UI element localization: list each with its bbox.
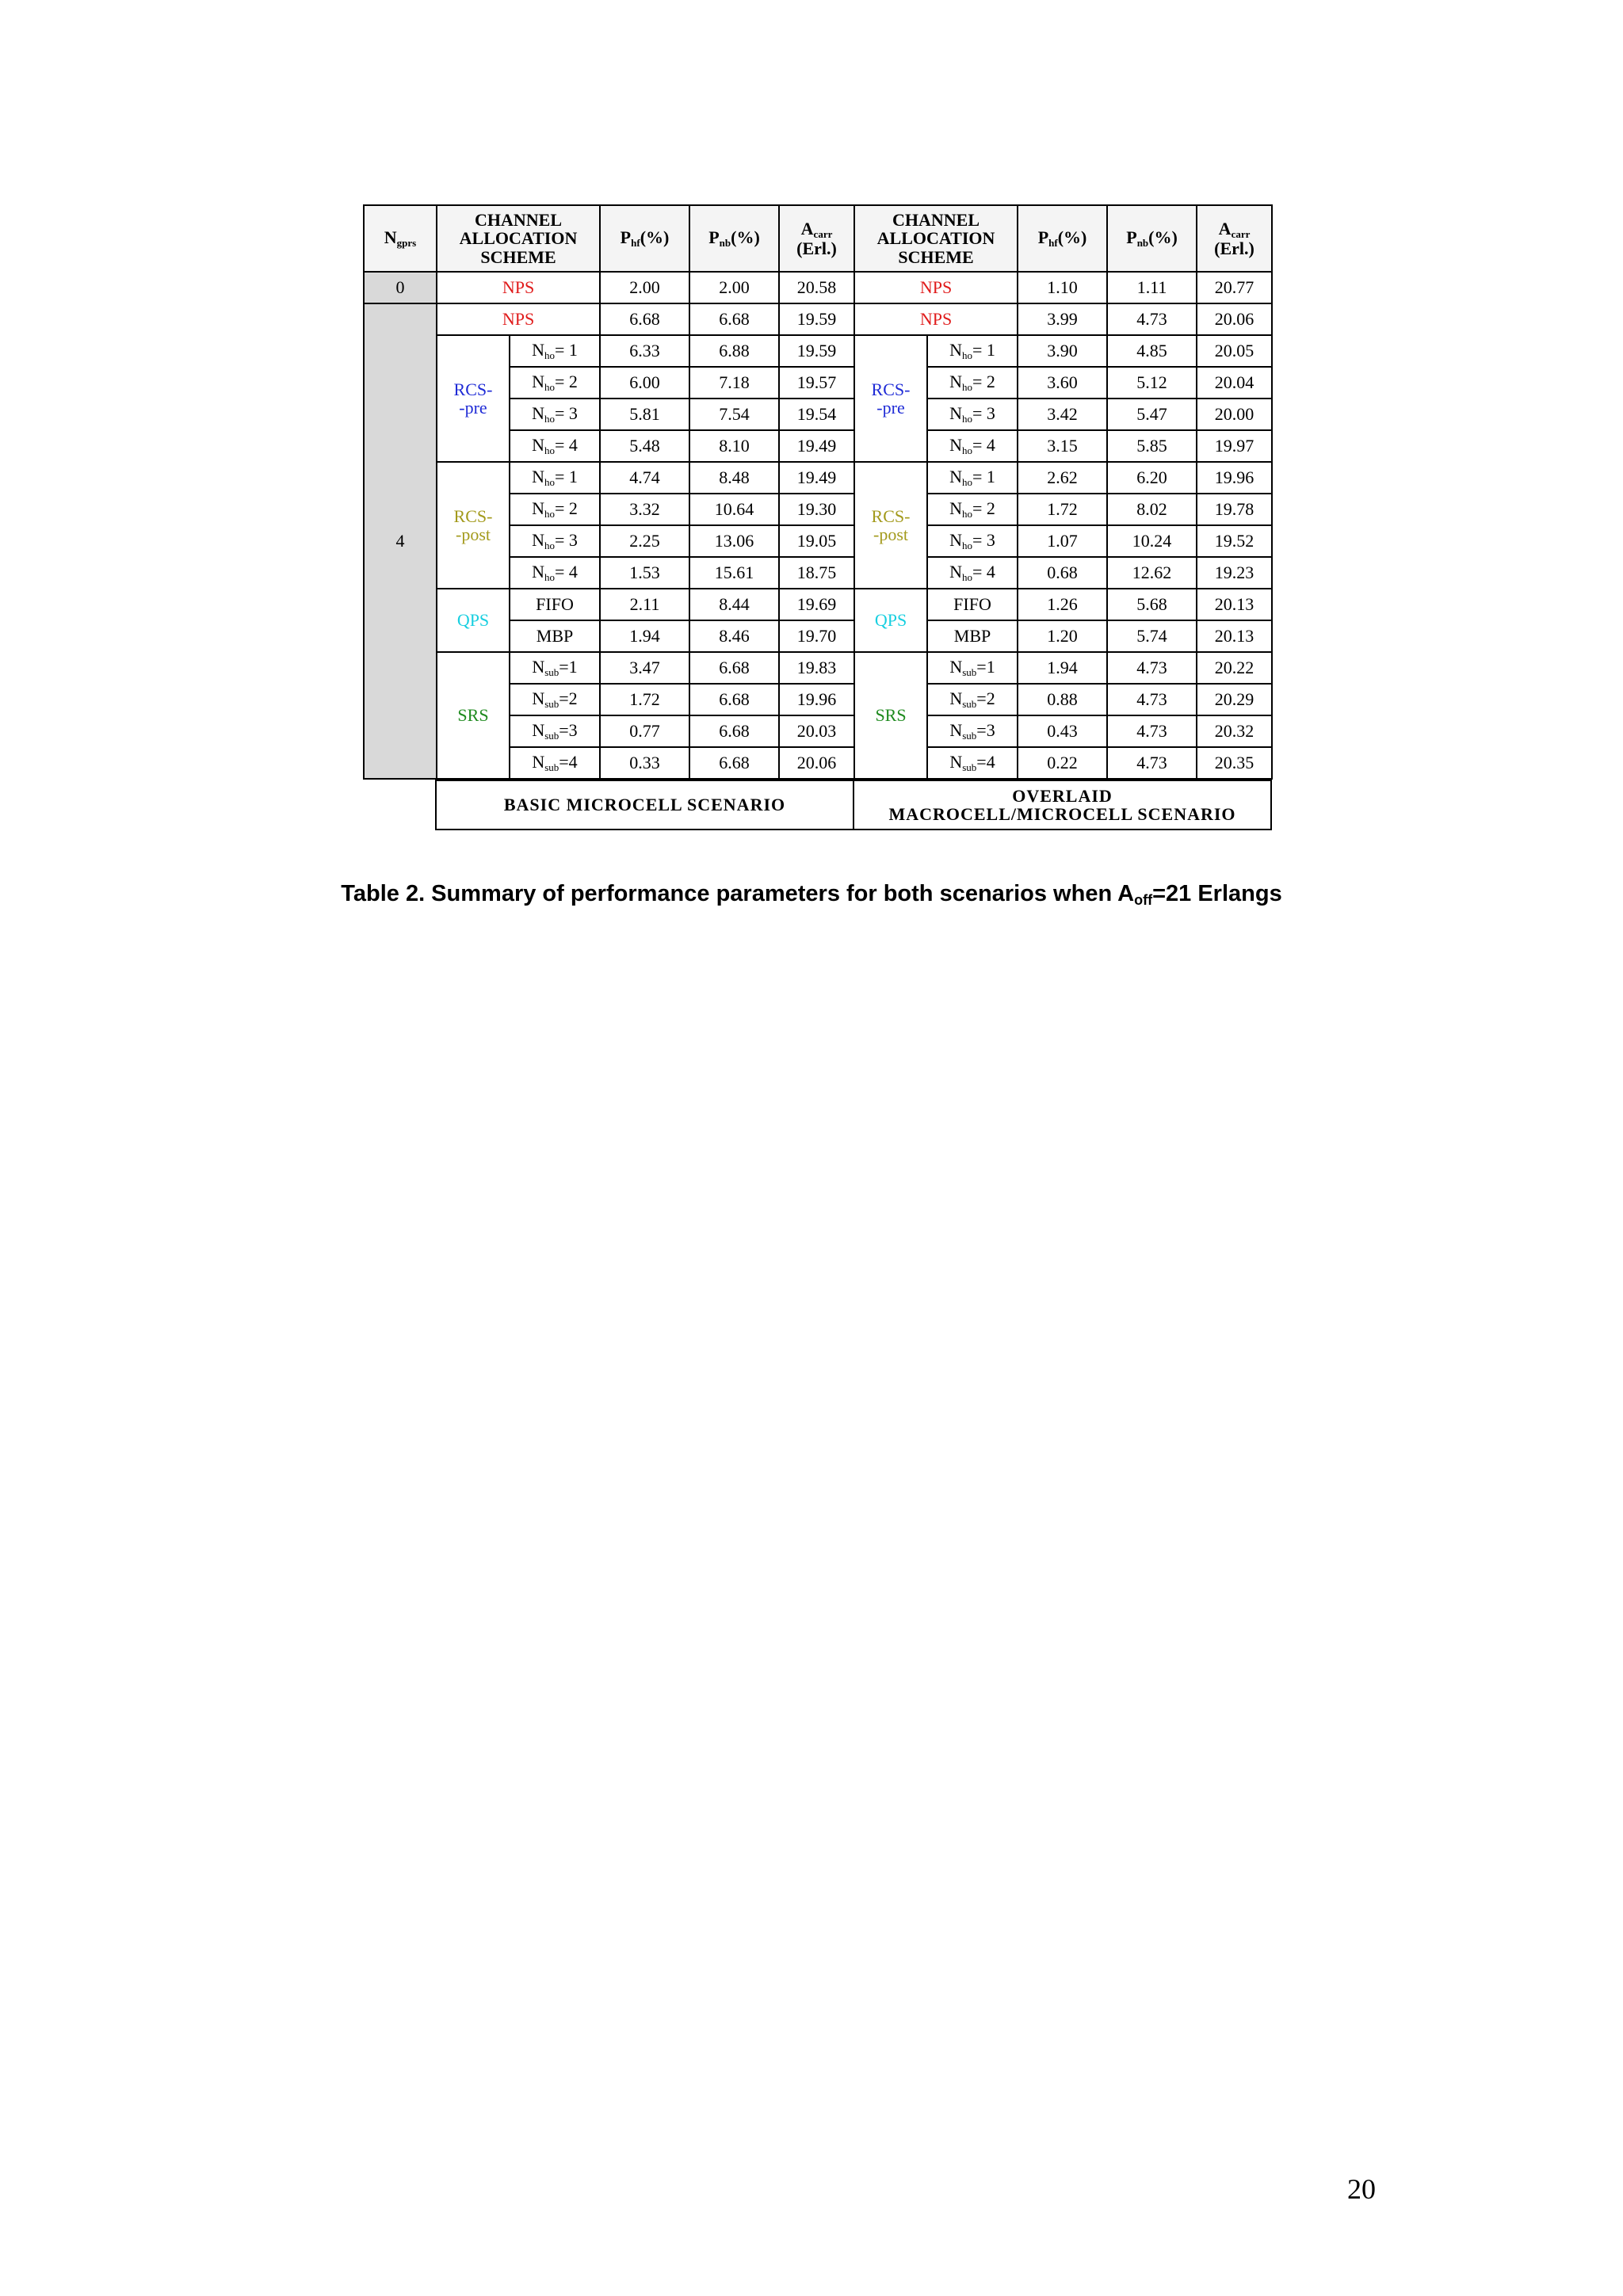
value-cell: 10.64 [689, 494, 779, 525]
value-cell: 1.94 [1018, 652, 1107, 684]
sub-parameter-cell: $N_{ho}= 4$ [927, 557, 1018, 589]
value-cell: 5.12 [1107, 367, 1197, 399]
value-cell: 13.06 [689, 525, 779, 557]
sub-parameter-cell: $N_{ho}= 3$ [927, 399, 1018, 430]
scheme-nps-right: NPS [854, 272, 1018, 303]
value-cell: 0.33 [600, 747, 689, 779]
sub-parameter-cell: FIFO [927, 589, 1018, 620]
header-scheme-left: CHANNEL ALLOCATION SCHEME [437, 205, 600, 272]
value-cell: 4.73 [1107, 684, 1197, 715]
scheme-qps-left: QPS [437, 589, 510, 652]
sub-parameter-cell: MBP [510, 620, 600, 652]
header-acarr-right: $A_{carr}$ (Erl.) [1197, 205, 1272, 272]
header-phf-left: $P_{hf}(\%)$ [600, 205, 689, 272]
value-cell: 8.02 [1107, 494, 1197, 525]
header-phf-right: $P_{hf}(\%)$ [1018, 205, 1107, 272]
value-cell: 1.26 [1018, 589, 1107, 620]
value-cell: 19.78 [1197, 494, 1272, 525]
value-cell: 5.47 [1107, 399, 1197, 430]
value-cell: 8.48 [689, 462, 779, 494]
sub-parameter-cell: $N_{ho}= 4$ [510, 430, 600, 462]
value-cell: 19.59 [779, 303, 854, 335]
value-cell: 12.62 [1107, 557, 1197, 589]
value-cell: 4.73 [1107, 652, 1197, 684]
sub-parameter-cell: $N_{sub}=1$ [927, 652, 1018, 684]
value-cell: 20.35 [1197, 747, 1272, 779]
value-cell: 6.68 [600, 303, 689, 335]
value-cell: 20.32 [1197, 715, 1272, 747]
footer-spacer [363, 780, 436, 830]
ngprs-cell-4: 4 [364, 303, 437, 779]
value-cell: 0.22 [1018, 747, 1107, 779]
scenario-footer [363, 780, 1272, 830]
value-cell: 1.72 [600, 684, 689, 715]
sub-parameter-cell: FIFO [510, 589, 600, 620]
table-row [364, 652, 1272, 684]
scheme-srs-right: SRS [854, 652, 927, 779]
value-cell: 6.68 [689, 684, 779, 715]
value-cell: 19.97 [1197, 430, 1272, 462]
scheme-nps-left: NPS [437, 303, 600, 335]
value-cell: 10.24 [1107, 525, 1197, 557]
performance-table [363, 204, 1273, 780]
sub-parameter-cell: $N_{ho}= 3$ [927, 525, 1018, 557]
value-cell: 20.05 [1197, 335, 1272, 367]
sub-parameter-cell: $N_{ho}= 2$ [927, 494, 1018, 525]
sub-parameter-cell: $N_{ho}= 4$ [510, 557, 600, 589]
scheme-rcs-post-right: RCS- -post [854, 462, 927, 589]
value-cell: 19.96 [1197, 462, 1272, 494]
value-cell: 1.07 [1018, 525, 1107, 557]
scheme-srs-left: SRS [437, 652, 510, 779]
header-scheme-right: CHANNEL ALLOCATION SCHEME [854, 205, 1018, 272]
value-cell: 4.73 [1107, 747, 1197, 779]
performance-table-container [363, 204, 1271, 830]
value-cell: 3.15 [1018, 430, 1107, 462]
value-cell: 1.94 [600, 620, 689, 652]
value-cell: 6.33 [600, 335, 689, 367]
value-cell: 4.74 [600, 462, 689, 494]
value-cell: 18.75 [779, 557, 854, 589]
value-cell: 19.59 [779, 335, 854, 367]
value-cell: 0.88 [1018, 684, 1107, 715]
value-cell: 20.06 [779, 747, 854, 779]
value-cell: 6.00 [600, 367, 689, 399]
scheme-qps-right: QPS [854, 589, 927, 652]
page-number: 20 [1347, 2173, 1376, 2205]
value-cell: 1.11 [1107, 272, 1197, 303]
value-cell: 19.30 [779, 494, 854, 525]
value-cell: 15.61 [689, 557, 779, 589]
scheme-nps-left: NPS [437, 272, 600, 303]
sub-parameter-cell: $N_{sub}=3$ [927, 715, 1018, 747]
value-cell: 20.06 [1197, 303, 1272, 335]
value-cell: 20.22 [1197, 652, 1272, 684]
value-cell: 20.13 [1197, 620, 1272, 652]
value-cell: 4.73 [1107, 303, 1197, 335]
value-cell: 19.69 [779, 589, 854, 620]
sub-parameter-cell: $N_{ho}= 4$ [927, 430, 1018, 462]
sub-parameter-cell: $N_{ho}= 1$ [510, 462, 600, 494]
sub-parameter-cell: $N_{sub}=2$ [927, 684, 1018, 715]
scheme-rcs-post-left: RCS- -post [437, 462, 510, 589]
header-pnb-left: $P_{nb}(\%)$ [689, 205, 779, 272]
value-cell: 2.25 [600, 525, 689, 557]
scheme-nps-right: NPS [854, 303, 1018, 335]
value-cell: 2.00 [600, 272, 689, 303]
table-row [364, 462, 1272, 494]
table-row-nps [364, 303, 1272, 335]
value-cell: 19.05 [779, 525, 854, 557]
header-ngprs: $N_{gprs}$ [364, 205, 437, 272]
value-cell: 19.57 [779, 367, 854, 399]
value-cell: 19.23 [1197, 557, 1272, 589]
sub-parameter-cell: $N_{ho}= 3$ [510, 525, 600, 557]
sub-parameter-cell: $N_{ho}= 3$ [510, 399, 600, 430]
value-cell: 6.68 [689, 715, 779, 747]
sub-parameter-cell: $N_{sub}=4$ [510, 747, 600, 779]
value-cell: 19.52 [1197, 525, 1272, 557]
value-cell: 6.68 [689, 747, 779, 779]
value-cell: 20.29 [1197, 684, 1272, 715]
sub-parameter-cell: $N_{ho}= 1$ [927, 335, 1018, 367]
value-cell: 19.54 [779, 399, 854, 430]
scheme-rcs-pre-right: RCS- -pre [854, 335, 927, 462]
header-row [364, 205, 1272, 272]
value-cell: 5.48 [600, 430, 689, 462]
value-cell: 6.20 [1107, 462, 1197, 494]
ngprs-cell-0: 0 [364, 272, 437, 303]
value-cell: 0.43 [1018, 715, 1107, 747]
value-cell: 6.88 [689, 335, 779, 367]
value-cell: 3.42 [1018, 399, 1107, 430]
value-cell: 2.11 [600, 589, 689, 620]
value-cell: 2.00 [689, 272, 779, 303]
value-cell: 3.47 [600, 652, 689, 684]
value-cell: 19.96 [779, 684, 854, 715]
value-cell: 5.74 [1107, 620, 1197, 652]
value-cell: 19.70 [779, 620, 854, 652]
footer-overlaid-scenario: OVERLAID MACROCELL/MICROCELL SCENARIO [854, 780, 1271, 830]
value-cell: 19.49 [779, 462, 854, 494]
value-cell: 1.53 [600, 557, 689, 589]
value-cell: 1.72 [1018, 494, 1107, 525]
sub-parameter-cell: $N_{sub}=2$ [510, 684, 600, 715]
value-cell: 3.60 [1018, 367, 1107, 399]
value-cell: 7.18 [689, 367, 779, 399]
header-acarr-left: $A_{carr}$ (Erl.) [779, 205, 854, 272]
sub-parameter-cell: $N_{sub}=3$ [510, 715, 600, 747]
value-cell: 2.62 [1018, 462, 1107, 494]
table-row [364, 335, 1272, 367]
sub-parameter-cell: $N_{sub}=1$ [510, 652, 600, 684]
sub-parameter-cell: $N_{ho}= 2$ [927, 367, 1018, 399]
value-cell: 20.03 [779, 715, 854, 747]
value-cell: 5.85 [1107, 430, 1197, 462]
value-cell: 4.73 [1107, 715, 1197, 747]
value-cell: 19.49 [779, 430, 854, 462]
table-row [364, 589, 1272, 620]
value-cell: 0.77 [600, 715, 689, 747]
value-cell: 8.44 [689, 589, 779, 620]
value-cell: 8.10 [689, 430, 779, 462]
sub-parameter-cell: $N_{ho}= 2$ [510, 367, 600, 399]
sub-parameter-cell: $N_{ho}= 1$ [510, 335, 600, 367]
table-row-ngprs-0 [364, 272, 1272, 303]
sub-parameter-cell: $N_{ho}= 1$ [927, 462, 1018, 494]
value-cell: 6.68 [689, 303, 779, 335]
value-cell: 19.83 [779, 652, 854, 684]
value-cell: 1.10 [1018, 272, 1107, 303]
table-caption: Table 2. Summary of performance parameters for both scenarios when $A_{off}=21$ Erlangs [341, 881, 1282, 908]
sub-parameter-cell: MBP [927, 620, 1018, 652]
value-cell: 20.00 [1197, 399, 1272, 430]
sub-parameter-cell: $N_{sub}=4$ [927, 747, 1018, 779]
value-cell: 20.58 [779, 272, 854, 303]
value-cell: 5.68 [1107, 589, 1197, 620]
sub-parameter-cell: $N_{ho}= 2$ [510, 494, 600, 525]
value-cell: 3.99 [1018, 303, 1107, 335]
value-cell: 5.81 [600, 399, 689, 430]
value-cell: 4.85 [1107, 335, 1197, 367]
value-cell: 3.32 [600, 494, 689, 525]
value-cell: 0.68 [1018, 557, 1107, 589]
header-pnb-right: $P_{nb}(\%)$ [1107, 205, 1197, 272]
value-cell: 20.04 [1197, 367, 1272, 399]
value-cell: 7.54 [689, 399, 779, 430]
value-cell: 20.13 [1197, 589, 1272, 620]
value-cell: 1.20 [1018, 620, 1107, 652]
value-cell: 6.68 [689, 652, 779, 684]
value-cell: 20.77 [1197, 272, 1272, 303]
value-cell: 3.90 [1018, 335, 1107, 367]
footer-basic-scenario: BASIC MICROCELL SCENARIO [436, 780, 854, 830]
value-cell: 8.46 [689, 620, 779, 652]
scheme-rcs-pre-left: RCS- -pre [437, 335, 510, 462]
